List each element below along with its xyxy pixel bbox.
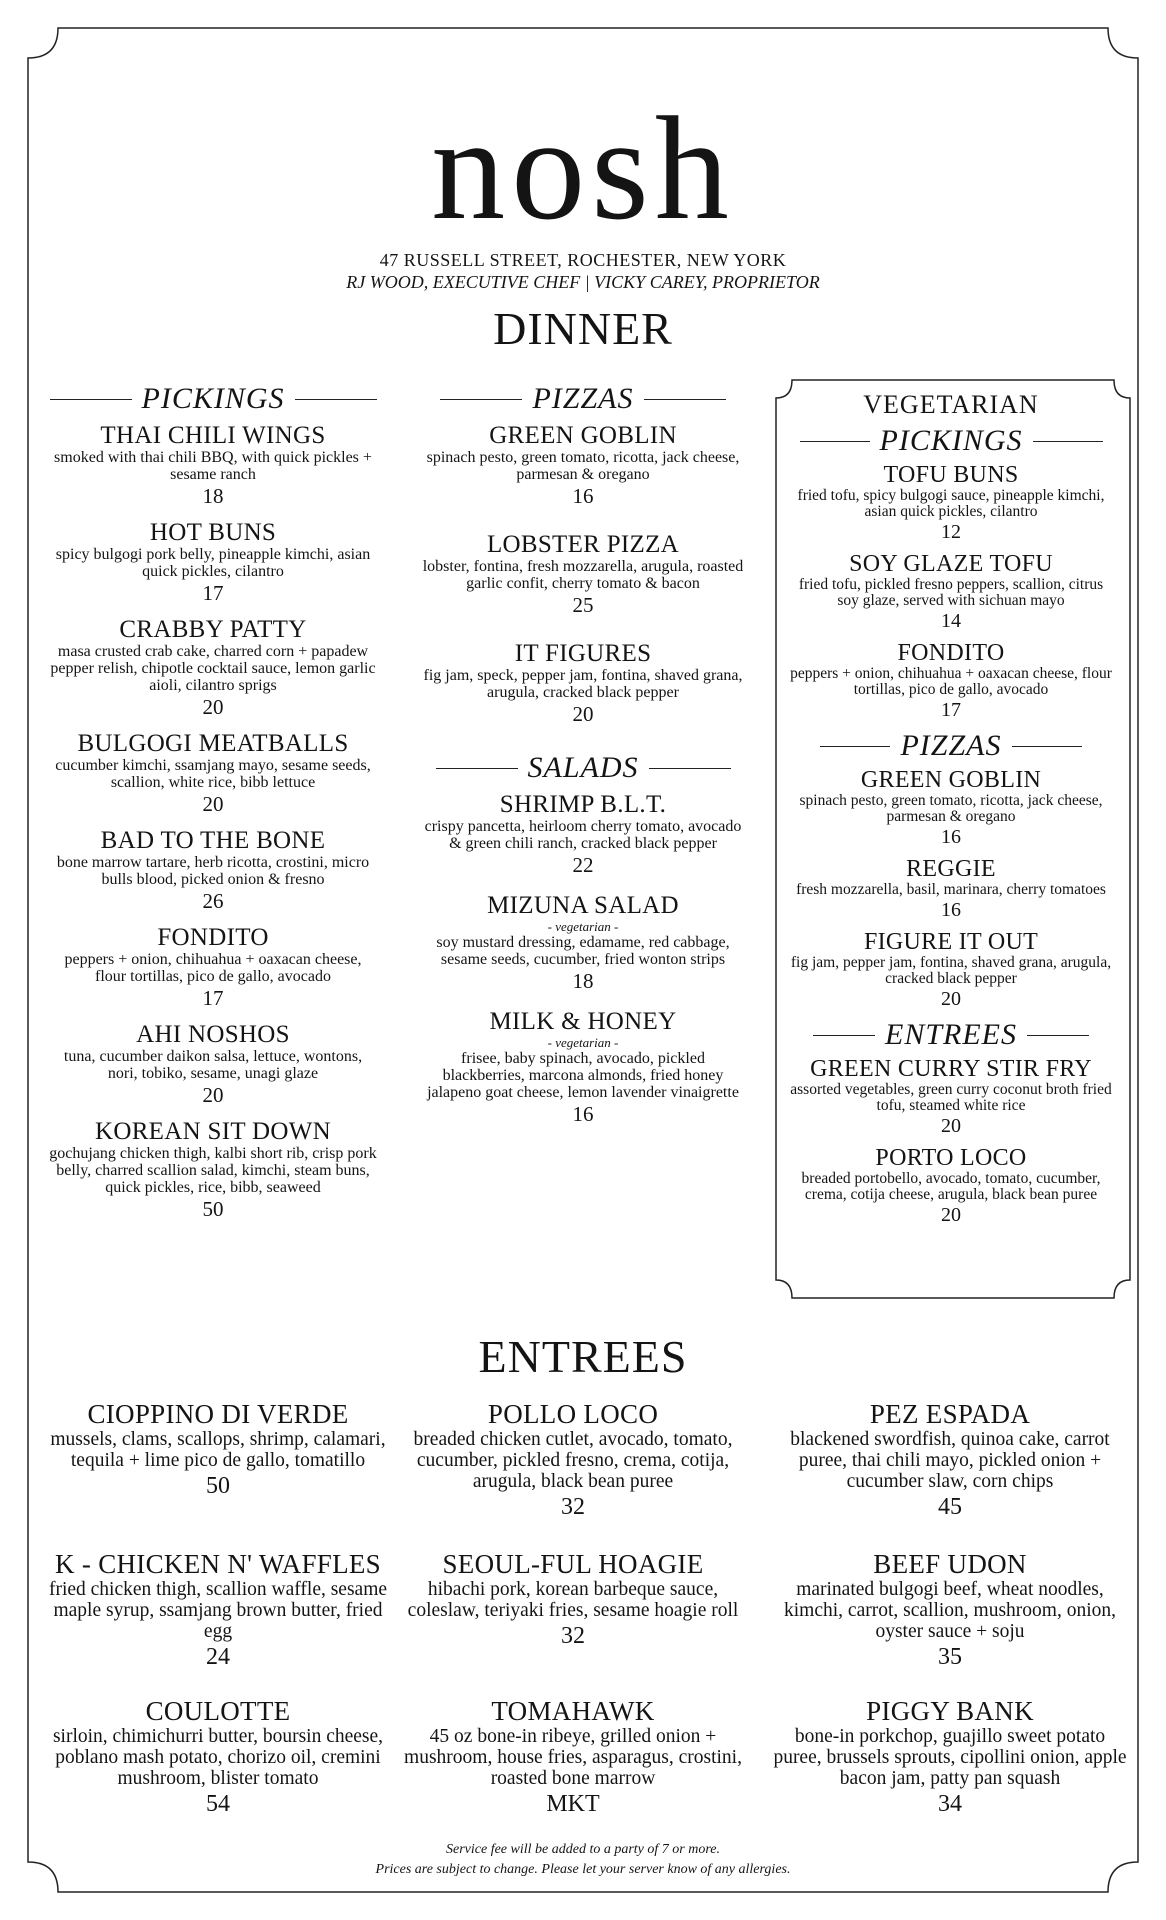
item-name: BULGOGI MEATBALLS [77,730,349,757]
item-description: 45 oz bone-in ribeye, grilled onion + mushroom, house fries, asparagus, crostini, roasted bone marrow [404,1726,742,1789]
entree-item [38,1400,398,1501]
dinner-title: DINNER [493,303,673,354]
restaurant-staff: RJ WOOD, EXECUTIVE CHEF | VICKY CAREY, PROPRIETOR [346,272,820,292]
entree-item [38,1697,398,1819]
item-price: 50 [202,1197,224,1221]
item-price: 32 [561,1494,585,1520]
item-price: 25 [572,593,594,617]
restaurant-logo: nosh [431,87,735,251]
entree-item [393,1400,753,1522]
item-name: KOREAN SIT DOWN [95,1118,331,1145]
item-description: blackened swordfish, quinoa cake, carrot puree, thai chili mayo, pickled onion + cucumber slaw, corn chips [790,1429,1110,1492]
item-name: FONDITO [897,640,1005,666]
item-description: bone-in porkchop, guajillo sweet potato puree, brussels sprouts, cipollini onion, apple bacon jam, patty pan squash [773,1726,1127,1789]
item-description: fig jam, pepper jam, fontina, shaved grana, arugula, cracked black pepper [790,954,1112,987]
item-description: frisee, baby spinach, avocado, pickled blackberries, marcona almonds, fried honey jalapeno goat cheese, lemon lavender vinaigrette [427,1050,739,1101]
menu-item [48,827,378,914]
menu-item [48,1118,378,1222]
item-price: 20 [941,1115,961,1137]
menu-item [790,856,1112,922]
vegetarian-title: VEGETARIAN [863,390,1039,419]
item-price: 20 [202,792,224,816]
item-name: LOBSTER PIZZA [486,531,680,558]
menu-item [790,929,1112,1011]
item-name: TOMAHAWK [491,1696,655,1726]
menu-item [790,462,1112,544]
item-description: gochujang chicken thigh, kalbi short rib, crisp pork belly, charred scallion salad, kimchi, steam buns, quick pickles, rice, bibb, seaweed [49,1145,377,1196]
item-price: 16 [941,826,961,848]
item-name: MILK & HONEY [489,1008,677,1035]
menu-item [48,616,378,720]
veg-pizzas-heading: PIZZAS [790,729,1112,763]
menu-item [48,422,378,509]
menu-item [418,892,748,994]
item-description: fried tofu, spicy bulgogi sauce, pineapple kimchi, asian quick pickles, cilantro [797,487,1105,520]
item-description: fig jam, speck, pepper jam, fontina, shaved grana, arugula, cracked black pepper [423,667,743,701]
item-name: COULOTTE [145,1696,291,1726]
item-price: 20 [202,695,224,719]
entree-item [770,1697,1130,1819]
entree-item [393,1550,753,1651]
menu-item [418,422,748,509]
entree-item [38,1550,398,1672]
item-price: 18 [572,969,594,993]
menu-item [418,791,748,878]
item-name: GREEN GOBLIN [489,422,677,449]
item-price: 17 [202,581,224,605]
item-name: FIGURE IT OUT [863,929,1039,955]
item-price: 22 [572,853,594,877]
item-name: CRABBY PATTY [119,616,307,643]
menu-item [790,767,1112,849]
item-name: GREEN GOBLIN [860,767,1042,793]
item-name: K - CHICKEN N' WAFFLES [55,1549,381,1579]
item-price: 26 [202,889,224,913]
pizzas-salads-column [418,382,748,1137]
veg-entrees-heading: ENTREES [790,1018,1112,1052]
service-fee-note: Service fee will be added to a party of 7 or more. [446,1842,720,1857]
item-price: 35 [938,1644,962,1670]
vegetarian-column [790,390,1112,1234]
entree-item [393,1697,753,1819]
menu-footer [0,1840,1166,1880]
item-price: 50 [206,1473,230,1499]
item-price: 20 [941,988,961,1010]
item-price: 45 [938,1494,962,1520]
item-name: SHRIMP B.L.T. [499,791,667,818]
item-price: 20 [572,702,594,726]
item-price: 18 [202,484,224,508]
item-description: assorted vegetables, green curry coconut broth fried tofu, steamed white rice [790,1081,1112,1114]
pickings-column [48,382,378,1232]
item-name: CIOPPINO DI VERDE [87,1399,349,1429]
menu-item [48,924,378,1011]
item-name: THAI CHILI WINGS [100,422,326,449]
menu-item [418,1008,748,1127]
entree-item [770,1550,1130,1672]
item-description: peppers + onion, chihuahua + oaxacan cheese, flour tortillas, pico de gallo, avocado [790,665,1112,698]
item-name: HOT BUNS [149,519,277,546]
item-price: 17 [202,986,224,1010]
item-description: breaded portobello, avocado, tomato, cucumber, crema, cotija cheese, arugula, black bean puree [801,1170,1101,1203]
menu-item [790,1145,1112,1227]
item-price: 16 [941,899,961,921]
entrees-title: ENTREES [478,1331,688,1382]
item-description: fresh mozzarella, basil, marinara, cherry tomatoes [796,881,1106,898]
item-name: AHI NOSHOS [136,1021,290,1048]
item-description: marinated bulgogi beef, wheat noodles, kimchi, carrot, scallion, mushroom, onion, oyster sauce + soju [784,1579,1116,1642]
item-price: 14 [941,610,961,632]
item-name: SOY GLAZE TOFU [849,551,1053,577]
item-price: 16 [572,484,594,508]
item-price: 24 [206,1644,230,1670]
item-description: fried chicken thigh, scallion waffle, sesame maple syrup, ssamjang brown butter, fried egg [48,1579,388,1642]
item-name: PEZ ESPADA [869,1399,1031,1429]
item-price: 17 [941,699,961,721]
item-description: breaded chicken cutlet, avocado, tomato, cucumber, pickled fresno, crema, cotija, arugula, black bean puree [413,1429,733,1492]
item-price: MKT [546,1791,600,1817]
item-name: REGGIE [906,856,996,882]
menu-item [790,1056,1112,1138]
item-price: 16 [572,1102,594,1126]
pizzas-heading: PIZZAS [418,382,748,416]
item-price: 20 [941,1204,961,1226]
item-description: peppers + onion, chihuahua + oaxacan cheese, flour tortillas, pico de gallo, avocado [64,951,362,985]
item-description: bone marrow tartare, herb ricotta, crostini, micro bulls blood, picked onion & fresno [56,854,370,888]
item-description: mussels, clams, scallops, shrimp, calamari, tequila + lime pico de gallo, tomatillo [50,1429,386,1471]
item-description: masa crusted crab cake, charred corn + papadew pepper relish, chipotle cocktail sauce, lemon garlic aioli, cilantro sprigs [50,643,376,694]
veg-pickings-heading: PICKINGS [790,424,1112,458]
item-description: smoked with thai chili BBQ, with quick pickles + sesame ranch [54,449,372,483]
item-price: 12 [941,521,961,543]
item-description: lobster, fontina, fresh mozzarella, arugula, roasted garlic confit, cherry tomato & bacon [422,558,744,592]
item-name: BEEF UDON [873,1549,1027,1579]
item-description: tuna, cucumber daikon salsa, lettuce, wontons, nori, tobiko, sesame, unagi glaze [63,1048,363,1082]
menu-item [418,531,748,618]
item-description: spicy bulgogi pork belly, pineapple kimchi, asian quick pickles, cilantro [55,546,371,580]
menu-item [48,519,378,606]
item-description: fried tofu, pickled fresno peppers, scallion, citrus soy glaze, served with sichuan mayo [798,576,1104,609]
item-name: IT FIGURES [514,640,652,667]
menu-item [48,1021,378,1108]
item-name: PORTO LOCO [875,1145,1027,1171]
item-tag: - vegetarian - [547,1035,619,1050]
menu-item [790,640,1112,722]
menu-item [790,551,1112,633]
item-price: 32 [561,1623,585,1649]
entree-item [770,1400,1130,1522]
item-description: soy mustard dressing, edamame, red cabbage, sesame seeds, cucumber, fried wonton strips [436,934,730,968]
item-tag: - vegetarian - [547,919,619,934]
menu-header [0,87,1166,293]
item-name: FONDITO [157,924,269,951]
item-price: 54 [206,1791,230,1817]
item-name: GREEN CURRY STIR FRY [810,1056,1092,1082]
pickings-heading: PICKINGS [48,382,378,416]
item-name: SEOUL-FUL HOAGIE [442,1549,704,1579]
salads-heading: SALADS [418,751,748,785]
item-name: PIGGY BANK [866,1696,1034,1726]
item-name: POLLO LOCO [487,1399,659,1429]
item-price: 34 [938,1791,962,1817]
menu-item [418,640,748,727]
menu-item [48,730,378,817]
item-name: MIZUNA SALAD [487,892,679,919]
item-name: TOFU BUNS [883,462,1019,488]
item-description: cucumber kimchi, ssamjang mayo, sesame seeds, scallion, white rice, bibb lettuce [55,757,371,791]
allergy-note: Prices are subject to change. Please let your server know of any allergies. [375,1862,791,1877]
item-description: hibachi pork, korean barbeque sauce, coleslaw, teriyaki fries, sesame hoagie roll [407,1579,739,1621]
item-name: BAD TO THE BONE [100,827,326,854]
item-description: spinach pesto, green tomato, ricotta, jack cheese, parmesan & oregano [799,792,1103,825]
item-description: crispy pancetta, heirloom cherry tomato, avocado & green chili ranch, cracked black pepper [424,818,742,852]
item-description: sirloin, chimichurri butter, boursin cheese, poblano mash potato, chorizo oil, cremini mushroom, blister tomato [52,1726,384,1789]
item-price: 20 [202,1083,224,1107]
restaurant-address: 47 RUSSELL STREET, ROCHESTER, NEW YORK [379,250,787,270]
item-description: spinach pesto, green tomato, ricotta, jack cheese, parmesan & oregano [426,449,740,483]
